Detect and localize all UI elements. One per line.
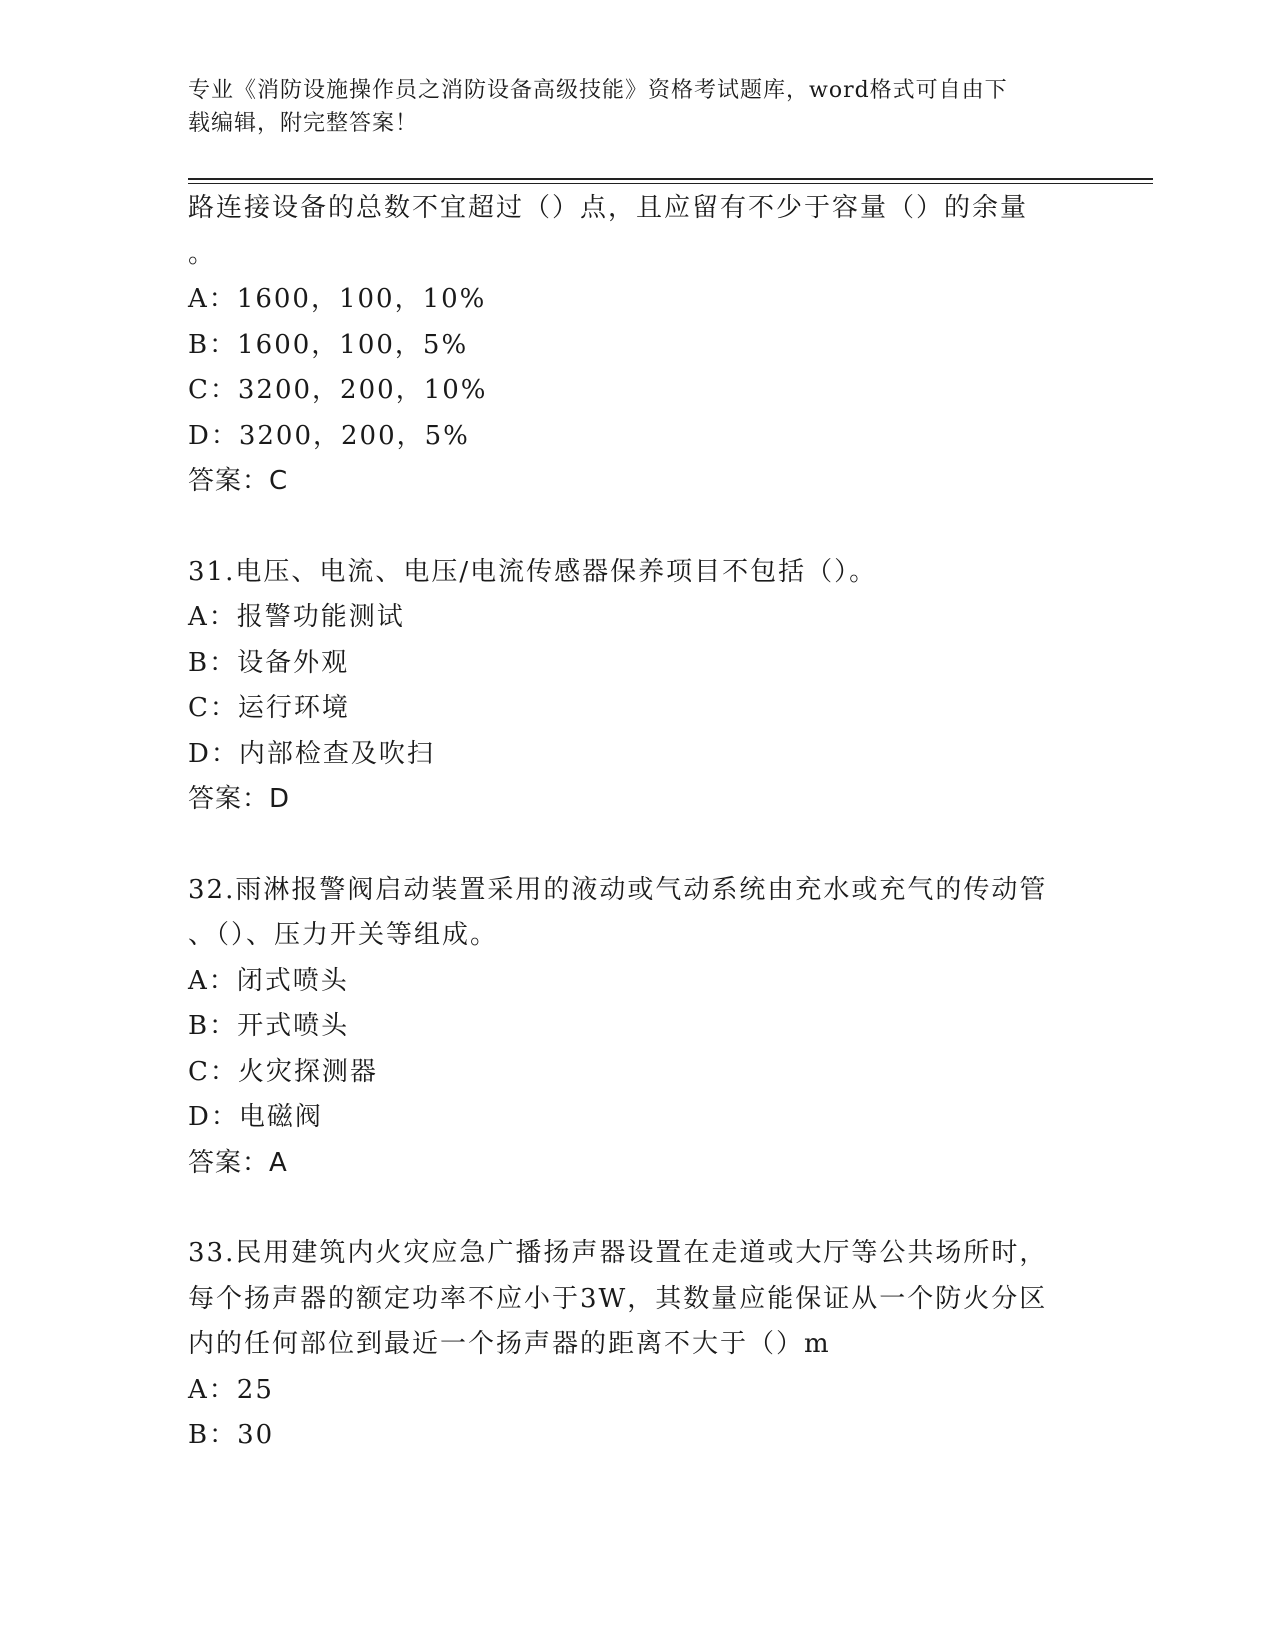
header-line-2: 载编辑，附完整答案！ — [188, 111, 419, 136]
option-b: B：1600，100，5% — [188, 329, 469, 360]
option-b: B：开式喷头 — [188, 1011, 350, 1041]
option-b: B：设备外观 — [188, 647, 350, 678]
header-divider-thick — [188, 178, 1153, 180]
header-line-1: 专业《消防设施操作员之消防设备高级技能》资格考试题库，word格式可自由下 — [188, 78, 1008, 103]
question-text: 每个扬声器的额定功率不应小于3W，其数量应能保证从一个防火分区 — [188, 1283, 1048, 1314]
question-31 — [188, 550, 1088, 823]
question-text: 32.雨淋报警阀启动装置采用的液动或气动系统由充水或充气的传动管 — [188, 874, 1048, 905]
option-a: A：1600，100，10% — [188, 284, 487, 314]
option-a: A：闭式喷头 — [188, 965, 349, 996]
question-32 — [188, 868, 1088, 1187]
question-text: 路连接设备的总数不宜超过（）点，且应留有不少于容量（）的余量 — [188, 193, 1029, 223]
question-30 — [188, 186, 1088, 505]
option-c: C：火灾探测器 — [188, 1056, 378, 1087]
answer: 答案：D — [188, 784, 291, 814]
answer: 答案：C — [188, 466, 289, 496]
question-text: 。 — [188, 238, 217, 269]
option-c: C：3200，200，10% — [188, 375, 488, 405]
question-list — [188, 186, 1088, 1459]
option-d: D：3200，200，5% — [188, 420, 470, 451]
option-c: C：运行环境 — [188, 693, 350, 723]
question-text: 内的任何部位到最近一个扬声器的距离不大于（）m — [188, 1329, 831, 1359]
question-text: 、（）、压力开关等组成。 — [188, 920, 499, 950]
option-a: A：报警功能测试 — [188, 602, 405, 632]
question-text: 33.民用建筑内火灾应急广播扬声器设置在走道或大厅等公共场所时， — [188, 1238, 1048, 1268]
document-header — [188, 74, 1068, 140]
question-text: 31.电压、电流、电压/电流传感器保养项目不包括（）。 — [188, 556, 878, 587]
header-divider-thin — [188, 183, 1153, 184]
option-d: D：电磁阀 — [188, 1102, 323, 1132]
answer: 答案：A — [188, 1147, 288, 1178]
option-d: D：内部检查及吹扫 — [188, 738, 435, 769]
option-a: A：25 — [188, 1374, 274, 1405]
option-b: B：30 — [188, 1420, 275, 1450]
question-33 — [188, 1231, 1088, 1459]
